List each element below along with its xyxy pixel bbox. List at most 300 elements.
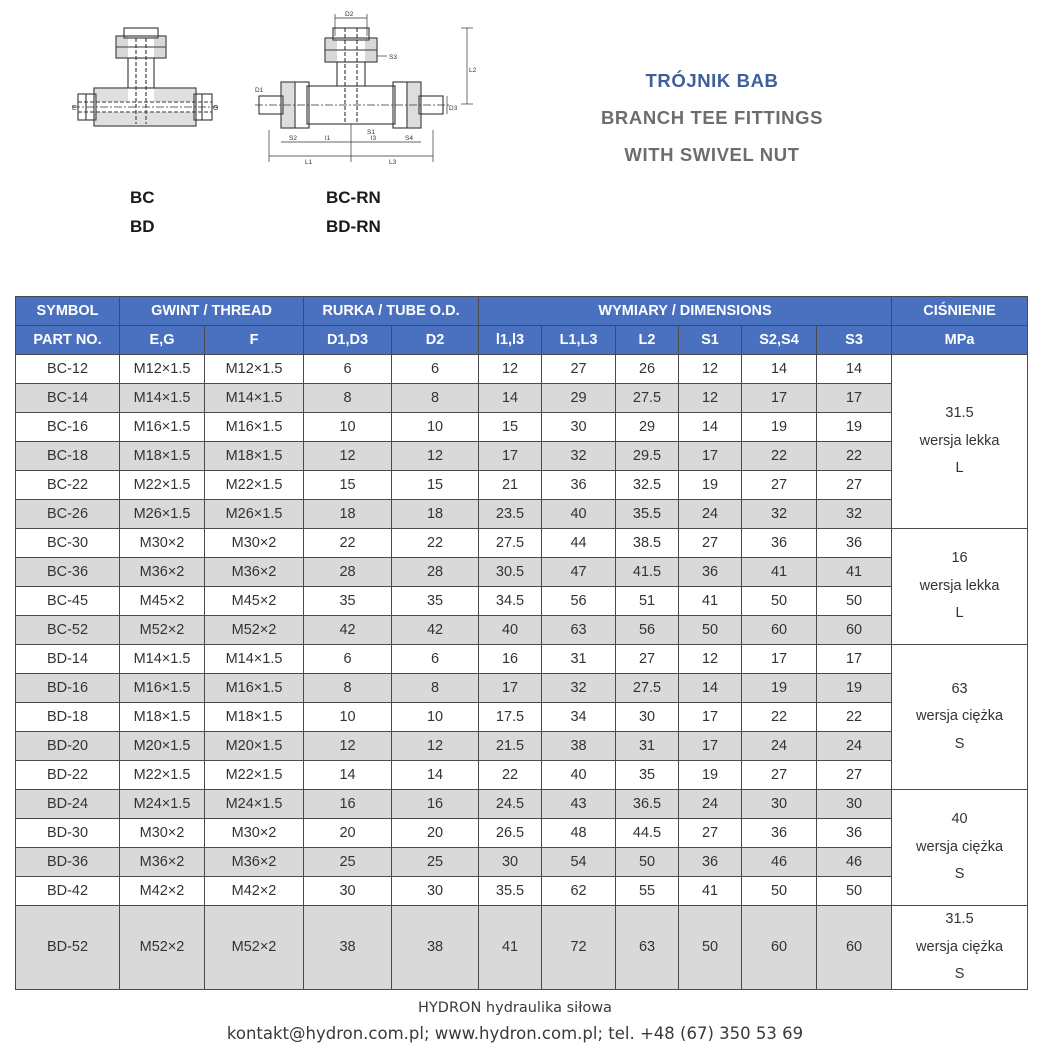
table-cell: 51 xyxy=(616,587,679,616)
table-cell: 47 xyxy=(542,558,616,587)
table-cell: 36 xyxy=(542,471,616,500)
table-cell: 24 xyxy=(742,732,817,761)
table-cell: 41 xyxy=(742,558,817,587)
table-cell: 60 xyxy=(742,906,817,990)
table-cell: M26×1.5 xyxy=(205,500,304,529)
dim-label-d2-top: D2 xyxy=(345,11,354,18)
pressure-value: 16 xyxy=(951,550,968,567)
table-cell: 35 xyxy=(304,587,392,616)
table-cell: 38 xyxy=(304,906,392,990)
table-cell: 14 xyxy=(304,761,392,790)
bc-bd-technical-drawing xyxy=(72,14,218,148)
table-cell: 30 xyxy=(304,877,392,906)
table-row xyxy=(16,819,1028,848)
table-cell: 32 xyxy=(542,674,616,703)
table-row xyxy=(16,616,1028,645)
table-cell: 19 xyxy=(742,413,817,442)
table-cell: M22×1.5 xyxy=(120,761,205,790)
table-cell: 36 xyxy=(742,529,817,558)
table-cell: 17 xyxy=(479,442,542,471)
part-number-cell: BC-12 xyxy=(16,355,120,384)
table-cell: 27 xyxy=(817,761,892,790)
bc-rn-bd-rn-technical-drawing xyxy=(255,6,495,168)
subheader-cell: L1,L3 xyxy=(542,326,616,355)
pressure-version: wersja lekka xyxy=(919,577,1000,594)
table-cell: 27 xyxy=(679,529,742,558)
part-number-cell: BD-36 xyxy=(16,848,120,877)
model-label-bc-rn: BC-RN xyxy=(326,188,381,207)
subheader-cell: D1,D3 xyxy=(304,326,392,355)
table-cell: 50 xyxy=(742,587,817,616)
table-cell: 27 xyxy=(616,645,679,674)
part-number-cell: BD-52 xyxy=(16,906,120,990)
subheader-cell: S2,S4 xyxy=(742,326,817,355)
part-number-cell: BC-16 xyxy=(16,413,120,442)
table-cell: M14×1.5 xyxy=(205,645,304,674)
table-cell: 14 xyxy=(817,355,892,384)
table-cell: 56 xyxy=(542,587,616,616)
table-cell: M42×2 xyxy=(205,877,304,906)
table-cell: M18×1.5 xyxy=(120,442,205,471)
table-cell: M45×2 xyxy=(120,587,205,616)
table-cell: 28 xyxy=(304,558,392,587)
table-cell: 25 xyxy=(392,848,479,877)
table-cell: 43 xyxy=(542,790,616,819)
table-cell: 10 xyxy=(304,413,392,442)
footer xyxy=(0,996,1030,1048)
table-cell: 36 xyxy=(679,558,742,587)
table-cell: 63 xyxy=(616,906,679,990)
header-dimensions: WYMIARY / DIMENSIONS xyxy=(479,297,892,326)
table-cell: M18×1.5 xyxy=(205,703,304,732)
table-cell: 6 xyxy=(304,645,392,674)
table-cell: 17 xyxy=(679,442,742,471)
table-cell: 72 xyxy=(542,906,616,990)
part-number-cell: BD-42 xyxy=(16,877,120,906)
dim-label-l3-small: l3 xyxy=(371,135,377,142)
part-number-cell: BD-14 xyxy=(16,645,120,674)
footer-contact: kontakt@hydron.com.pl; www.hydron.com.pl; tel. +48 (67) 350 53 69 xyxy=(226,1024,804,1043)
table-row xyxy=(16,761,1028,790)
pressure-version: wersja lekka xyxy=(919,432,1000,449)
dim-label-d1: D1 xyxy=(255,87,264,94)
table-cell: 26.5 xyxy=(479,819,542,848)
table-row xyxy=(16,877,1028,906)
table-cell: 54 xyxy=(542,848,616,877)
header-symbol: SYMBOL xyxy=(16,297,120,326)
part-number-cell: BD-30 xyxy=(16,819,120,848)
table-cell: 56 xyxy=(616,616,679,645)
table-cell: M45×2 xyxy=(205,587,304,616)
subheader-cell: F xyxy=(205,326,304,355)
table-cell: M16×1.5 xyxy=(205,674,304,703)
dim-label-l1: L1 xyxy=(305,159,313,166)
table-cell: M42×2 xyxy=(120,877,205,906)
table-cell: 50 xyxy=(679,906,742,990)
table-cell: 14 xyxy=(392,761,479,790)
table-cell: 16 xyxy=(392,790,479,819)
table-cell: 19 xyxy=(679,471,742,500)
table-cell: 29 xyxy=(542,384,616,413)
part-number-cell: BC-22 xyxy=(16,471,120,500)
table-cell: 34 xyxy=(542,703,616,732)
subheader-cell: PART NO. xyxy=(16,326,120,355)
dim-label-g: G xyxy=(213,105,218,112)
pressure-series: S xyxy=(954,966,965,982)
table-row xyxy=(16,645,1028,674)
table-cell: 50 xyxy=(742,877,817,906)
table-cell: 24.5 xyxy=(479,790,542,819)
table-cell: M52×2 xyxy=(120,906,205,990)
table-cell: 44 xyxy=(542,529,616,558)
table-cell: 38.5 xyxy=(616,529,679,558)
table-cell: M36×2 xyxy=(120,558,205,587)
table-cell: 30 xyxy=(392,877,479,906)
table-cell: 17 xyxy=(742,384,817,413)
table-cell: 20 xyxy=(392,819,479,848)
pressure-value: 31.5 xyxy=(945,405,974,422)
table-cell: 63 xyxy=(542,616,616,645)
table-cell: M24×1.5 xyxy=(120,790,205,819)
table-cell: M52×2 xyxy=(205,906,304,990)
part-number-cell: BD-16 xyxy=(16,674,120,703)
title-block xyxy=(560,62,864,173)
table-cell: 30 xyxy=(742,790,817,819)
table-cell: 12 xyxy=(679,645,742,674)
table-cell: 14 xyxy=(679,674,742,703)
table-cell: 40 xyxy=(542,500,616,529)
table-cell: 27 xyxy=(542,355,616,384)
table-cell: M36×2 xyxy=(205,848,304,877)
table-cell: 24 xyxy=(817,732,892,761)
table-cell: 42 xyxy=(392,616,479,645)
table-cell: 50 xyxy=(616,848,679,877)
table-cell: 27 xyxy=(742,761,817,790)
table-row xyxy=(16,732,1028,761)
pressure-series: S xyxy=(954,866,965,883)
table-cell: M20×1.5 xyxy=(120,732,205,761)
table-row xyxy=(16,384,1028,413)
table-cell: 19 xyxy=(817,413,892,442)
table-cell: 6 xyxy=(304,355,392,384)
part-number-cell: BC-26 xyxy=(16,500,120,529)
table-cell: M14×1.5 xyxy=(205,384,304,413)
dim-label-l1-small: l1 xyxy=(325,135,331,142)
table-cell: 22 xyxy=(817,703,892,732)
table-cell: 62 xyxy=(542,877,616,906)
table-row xyxy=(16,471,1028,500)
table-cell: 35 xyxy=(616,761,679,790)
table-cell: 40 xyxy=(542,761,616,790)
table-cell: 12 xyxy=(304,732,392,761)
table-cell: 22 xyxy=(304,529,392,558)
table-row xyxy=(16,355,1028,384)
dim-label-s4: S4 xyxy=(405,135,413,142)
table-cell: 46 xyxy=(817,848,892,877)
table-cell: 20 xyxy=(304,819,392,848)
dim-label-s1: S1 xyxy=(367,129,375,136)
table-cell: M16×1.5 xyxy=(120,413,205,442)
footer-company: HYDRON hydraulika siłowa xyxy=(418,1000,612,1016)
table-cell: 27.5 xyxy=(616,674,679,703)
table-row xyxy=(16,500,1028,529)
table-cell: 27.5 xyxy=(616,384,679,413)
table-cell: M20×1.5 xyxy=(205,732,304,761)
table-cell: 30.5 xyxy=(479,558,542,587)
subheader-cell: D2 xyxy=(392,326,479,355)
subheader-cell: MPa xyxy=(892,326,1028,355)
table-cell: 36.5 xyxy=(616,790,679,819)
pressure-group-cell xyxy=(892,906,1028,990)
table-cell: M14×1.5 xyxy=(120,384,205,413)
table-row xyxy=(16,442,1028,471)
title-line-2: BRANCH TEE FITTINGS xyxy=(600,107,824,128)
pressure-value: 31.5 xyxy=(945,911,974,927)
pressure-group-cell xyxy=(892,645,1028,790)
table-cell: 42 xyxy=(304,616,392,645)
title-main: TRÓJNIK BAB xyxy=(645,70,779,91)
table-cell: 50 xyxy=(817,877,892,906)
specification-table xyxy=(15,296,1028,990)
table-cell: 48 xyxy=(542,819,616,848)
table-cell: M30×2 xyxy=(120,819,205,848)
part-number-cell: BD-22 xyxy=(16,761,120,790)
table-cell: 18 xyxy=(392,500,479,529)
table-cell: 30 xyxy=(542,413,616,442)
table-cell: M12×1.5 xyxy=(120,355,205,384)
table-cell: M16×1.5 xyxy=(205,413,304,442)
subheader-cell: S3 xyxy=(817,326,892,355)
table-cell: 31 xyxy=(616,732,679,761)
dim-label-l2: L2 xyxy=(469,67,477,74)
table-cell: 16 xyxy=(304,790,392,819)
table-cell: 15 xyxy=(479,413,542,442)
model-labels-bc-rn-bd-rn xyxy=(326,183,381,241)
subheader-cell: S1 xyxy=(679,326,742,355)
table-cell: M30×2 xyxy=(120,529,205,558)
dim-label-s2: S2 xyxy=(289,135,297,142)
subheader-cell: L2 xyxy=(616,326,679,355)
table-cell: 19 xyxy=(679,761,742,790)
table-row xyxy=(16,790,1028,819)
table-row xyxy=(16,529,1028,558)
table-cell: 17.5 xyxy=(479,703,542,732)
header-row-1 xyxy=(16,297,1028,326)
table-cell: 17 xyxy=(817,384,892,413)
table-cell: 28 xyxy=(392,558,479,587)
header-pressure: CIŚNIENIE xyxy=(892,297,1028,326)
dim-label-d3: D3 xyxy=(449,105,458,112)
table-cell: M22×1.5 xyxy=(120,471,205,500)
header-tube: RURKA / TUBE O.D. xyxy=(304,297,479,326)
table-cell: 12 xyxy=(679,384,742,413)
table-cell: M16×1.5 xyxy=(120,674,205,703)
part-number-cell: BC-36 xyxy=(16,558,120,587)
table-cell: 44.5 xyxy=(616,819,679,848)
table-cell: 50 xyxy=(817,587,892,616)
table-cell: 22 xyxy=(817,442,892,471)
pressure-value: 40 xyxy=(951,811,968,828)
table-cell: 12 xyxy=(679,355,742,384)
table-cell: 12 xyxy=(392,732,479,761)
header-row-2 xyxy=(16,326,1028,355)
table-cell: 19 xyxy=(742,674,817,703)
table-cell: 17 xyxy=(742,645,817,674)
model-label-bd-rn: BD-RN xyxy=(326,217,381,236)
part-number-cell: BC-52 xyxy=(16,616,120,645)
table-cell: 6 xyxy=(392,645,479,674)
part-number-cell: BC-18 xyxy=(16,442,120,471)
table-cell: 27.5 xyxy=(479,529,542,558)
subheader-cell: l1,l3 xyxy=(479,326,542,355)
pressure-version: wersja ciężka xyxy=(916,708,1004,725)
table-cell: M36×2 xyxy=(120,848,205,877)
pressure-group-cell xyxy=(892,355,1028,529)
table-cell: 23.5 xyxy=(479,500,542,529)
table-cell: 31 xyxy=(542,645,616,674)
part-number-cell: BC-14 xyxy=(16,384,120,413)
table-cell: 8 xyxy=(392,384,479,413)
table-cell: 36 xyxy=(817,819,892,848)
table-cell: M52×2 xyxy=(205,616,304,645)
dim-label-l3: L3 xyxy=(389,159,397,166)
header-thread: GWINT / THREAD xyxy=(120,297,304,326)
part-number-cell: BD-20 xyxy=(16,732,120,761)
table-cell: 38 xyxy=(392,906,479,990)
table-cell: 25 xyxy=(304,848,392,877)
table-cell: 36 xyxy=(679,848,742,877)
pressure-series: S xyxy=(954,735,965,752)
table-cell: 27 xyxy=(679,819,742,848)
table-cell: 8 xyxy=(392,674,479,703)
pressure-group-cell xyxy=(892,529,1028,645)
pressure-series: L xyxy=(955,605,964,622)
table-cell: 14 xyxy=(679,413,742,442)
table-cell: 22 xyxy=(392,529,479,558)
table-cell: M18×1.5 xyxy=(205,442,304,471)
table-row xyxy=(16,848,1028,877)
table-cell: 22 xyxy=(479,761,542,790)
table-cell: 10 xyxy=(392,413,479,442)
table-cell: 21 xyxy=(479,471,542,500)
table-cell: 24 xyxy=(679,790,742,819)
table-cell: 17 xyxy=(479,674,542,703)
table-cell: 35 xyxy=(392,587,479,616)
table-cell: 50 xyxy=(679,616,742,645)
subheader-cell: E,G xyxy=(120,326,205,355)
table-cell: M36×2 xyxy=(205,558,304,587)
table-cell: 32 xyxy=(542,442,616,471)
table-cell: M14×1.5 xyxy=(120,645,205,674)
table-cell: 27 xyxy=(817,471,892,500)
part-number-cell: BD-24 xyxy=(16,790,120,819)
table-cell: 18 xyxy=(304,500,392,529)
table-cell: 60 xyxy=(742,616,817,645)
table-row xyxy=(16,558,1028,587)
table-cell: 15 xyxy=(392,471,479,500)
table-cell: 41 xyxy=(679,877,742,906)
table-cell: 41 xyxy=(679,587,742,616)
table-cell: M18×1.5 xyxy=(120,703,205,732)
table-cell: 22 xyxy=(742,703,817,732)
table-cell: 22 xyxy=(742,442,817,471)
table-cell: M30×2 xyxy=(205,529,304,558)
table-cell: 60 xyxy=(817,906,892,990)
table-cell: 41 xyxy=(479,906,542,990)
table-cell: 15 xyxy=(304,471,392,500)
table-cell: M22×1.5 xyxy=(205,471,304,500)
table-cell: 36 xyxy=(817,529,892,558)
table-cell: 46 xyxy=(742,848,817,877)
table-cell: 35.5 xyxy=(479,877,542,906)
table-cell: 12 xyxy=(479,355,542,384)
table-cell: 8 xyxy=(304,384,392,413)
table-cell: 17 xyxy=(679,703,742,732)
table-row xyxy=(16,587,1028,616)
table-cell: M52×2 xyxy=(120,616,205,645)
table-cell: M30×2 xyxy=(205,819,304,848)
dim-label-e: E xyxy=(72,105,77,112)
table-cell: 38 xyxy=(542,732,616,761)
table-cell: 8 xyxy=(304,674,392,703)
table-cell: 36 xyxy=(742,819,817,848)
table-cell: M12×1.5 xyxy=(205,355,304,384)
table-cell: 30 xyxy=(616,703,679,732)
table-cell: 21.5 xyxy=(479,732,542,761)
table-cell: 55 xyxy=(616,877,679,906)
table-cell: 32 xyxy=(817,500,892,529)
table-cell: 17 xyxy=(817,645,892,674)
part-number-cell: BD-18 xyxy=(16,703,120,732)
table-cell: 6 xyxy=(392,355,479,384)
table-cell: 17 xyxy=(679,732,742,761)
pressure-version: wersja ciężka xyxy=(916,938,1004,955)
table-cell: 32.5 xyxy=(616,471,679,500)
table-cell: 29.5 xyxy=(616,442,679,471)
pressure-group-cell xyxy=(892,790,1028,906)
table-cell: 10 xyxy=(392,703,479,732)
part-number-cell: BC-45 xyxy=(16,587,120,616)
table-cell: 30 xyxy=(479,848,542,877)
table-cell: M22×1.5 xyxy=(205,761,304,790)
pressure-value: 63 xyxy=(951,680,968,697)
table-row xyxy=(16,906,1028,990)
table-cell: 29 xyxy=(616,413,679,442)
model-labels-bc-bd xyxy=(130,183,155,241)
title-line-3: WITH SWIVEL NUT xyxy=(624,144,800,165)
table-cell: 19 xyxy=(817,674,892,703)
table-cell: 35.5 xyxy=(616,500,679,529)
table-row xyxy=(16,674,1028,703)
table-cell: 34.5 xyxy=(479,587,542,616)
table-cell: 27 xyxy=(742,471,817,500)
table-cell: 26 xyxy=(616,355,679,384)
model-label-bd: BD xyxy=(130,217,155,236)
table-cell: 16 xyxy=(479,645,542,674)
table-body xyxy=(16,355,1028,990)
dim-label-s3: S3 xyxy=(389,54,397,61)
table-cell: 41.5 xyxy=(616,558,679,587)
table-cell: 12 xyxy=(392,442,479,471)
table-cell: 32 xyxy=(742,500,817,529)
table-cell: 12 xyxy=(304,442,392,471)
table-row xyxy=(16,703,1028,732)
part-number-cell: BC-30 xyxy=(16,529,120,558)
table-row xyxy=(16,413,1028,442)
table-cell: 14 xyxy=(479,384,542,413)
table-cell: 14 xyxy=(742,355,817,384)
table-cell: 40 xyxy=(479,616,542,645)
